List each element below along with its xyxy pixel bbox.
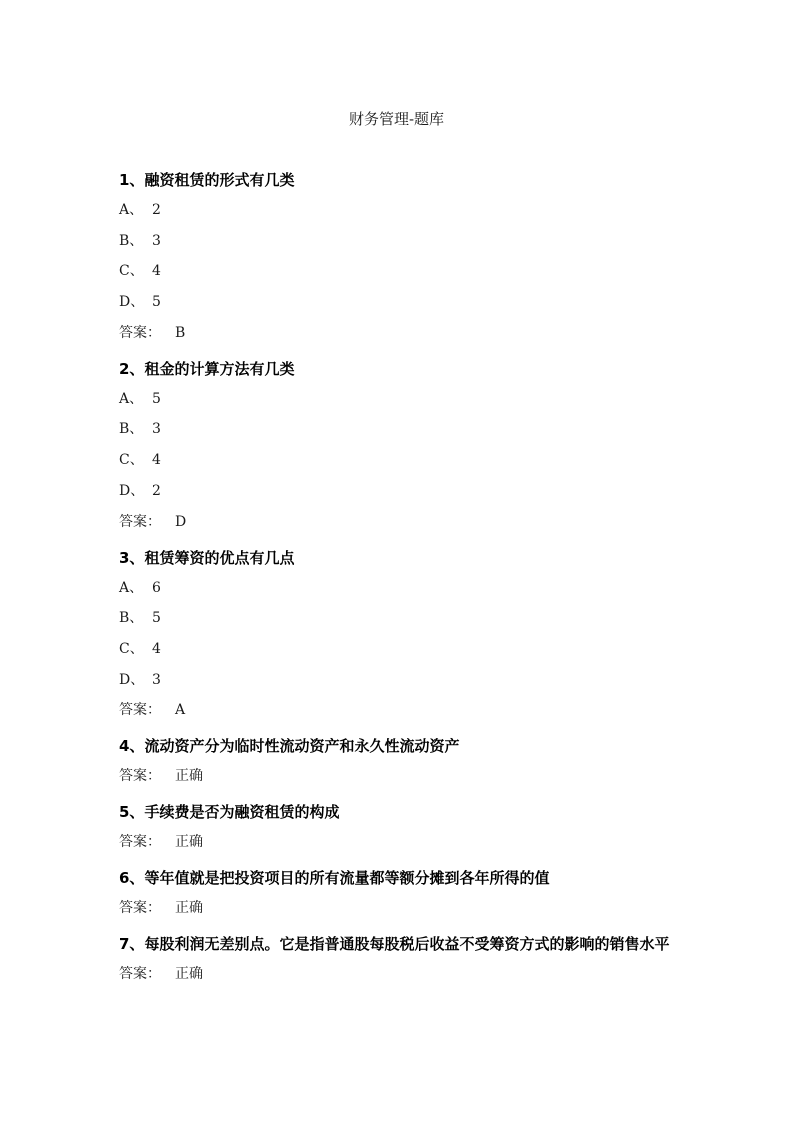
option [119, 292, 679, 313]
answer-label: 答案： [119, 768, 161, 785]
answer-value: D [175, 513, 187, 530]
question-text: 租赁筹资的优点有几点 [144, 548, 295, 567]
option-key: A、 [119, 202, 144, 218]
answer-line [119, 898, 679, 919]
answer-line [119, 964, 679, 985]
option-value: 5 [152, 610, 161, 627]
answer-value: A [175, 702, 186, 719]
option-key: C、 [119, 452, 144, 469]
option-value: 3 [152, 232, 161, 249]
question-5 [119, 802, 679, 853]
question-title [119, 359, 679, 380]
question-2 [119, 359, 679, 533]
option-key: D、 [119, 482, 145, 499]
option [119, 608, 679, 629]
option-key: D、 [119, 294, 145, 311]
option-key: A、 [119, 579, 144, 596]
document-title: 财务管理-题库 [348, 110, 445, 128]
question-text: 手续费是否为融资租赁的构成 [144, 803, 340, 822]
question-title [119, 868, 679, 889]
option [119, 450, 679, 471]
option-value: 5 [152, 294, 161, 311]
question-number: 4、 [119, 737, 145, 756]
answer-label: 答案： [119, 702, 161, 719]
option-value: 2 [152, 482, 161, 499]
option-value: 2 [152, 202, 161, 218]
option [119, 261, 679, 282]
answer-value: 正确 [175, 768, 203, 785]
question-text: 等年值就是把投资项目的所有流量都等额分摊到各年所得的值 [144, 869, 550, 888]
question-number: 7、 [119, 935, 145, 954]
option-value: 4 [152, 452, 161, 469]
answer-line [119, 700, 679, 721]
option-key: B、 [119, 421, 144, 438]
option [119, 578, 679, 599]
answer-label: 答案： [119, 900, 161, 917]
option-value: 3 [152, 421, 161, 438]
question-title [119, 736, 679, 757]
answer-line [119, 832, 679, 853]
question-text: 每股利润无差别点。它是指普通股每股税后收益不受筹资方式的影响的销售水平 [144, 935, 670, 954]
option-value: 3 [152, 671, 161, 688]
option-key: A、 [119, 390, 144, 407]
question-list [119, 170, 679, 1000]
question-text: 融资租赁的形式有几类 [144, 171, 295, 189]
answer-value: 正确 [175, 900, 203, 917]
option-key: C、 [119, 640, 144, 657]
answer-line [119, 323, 679, 344]
option-key: B、 [119, 232, 144, 249]
question-3 [119, 548, 679, 722]
answer-value: 正确 [175, 966, 203, 983]
option [119, 200, 679, 221]
question-4 [119, 736, 679, 787]
question-6 [119, 868, 679, 919]
answer-label: 答案： [119, 513, 161, 530]
question-1 [119, 170, 679, 344]
option-value: 6 [152, 579, 161, 596]
question-title [119, 802, 679, 823]
question-title [119, 548, 679, 569]
answer-line [119, 512, 679, 533]
answer-label: 答案： [119, 834, 161, 851]
answer-label: 答案： [119, 324, 161, 341]
answer-line [119, 766, 679, 787]
option [119, 231, 679, 252]
question-number: 2、 [119, 359, 145, 378]
question-number: 1、 [119, 171, 145, 189]
question-title [119, 170, 679, 191]
question-title [119, 934, 679, 955]
answer-label: 答案： [119, 966, 161, 983]
question-text: 流动资产分为临时性流动资产和永久性流动资产 [144, 737, 460, 756]
question-number: 6、 [119, 869, 145, 888]
option-key: D、 [119, 671, 145, 688]
option [119, 419, 679, 440]
option-value: 4 [152, 263, 161, 280]
option-key: C、 [119, 263, 144, 280]
answer-value: 正确 [175, 834, 203, 851]
option-value: 4 [152, 640, 161, 657]
question-number: 3、 [119, 548, 145, 567]
question-number: 5、 [119, 803, 145, 822]
option [119, 389, 679, 410]
question-7 [119, 934, 679, 985]
answer-value: B [175, 324, 186, 341]
option [119, 481, 679, 502]
option [119, 639, 679, 660]
question-text: 租金的计算方法有几类 [144, 359, 295, 378]
option [119, 670, 679, 691]
option-value: 5 [152, 390, 161, 407]
option-key: B、 [119, 610, 144, 627]
